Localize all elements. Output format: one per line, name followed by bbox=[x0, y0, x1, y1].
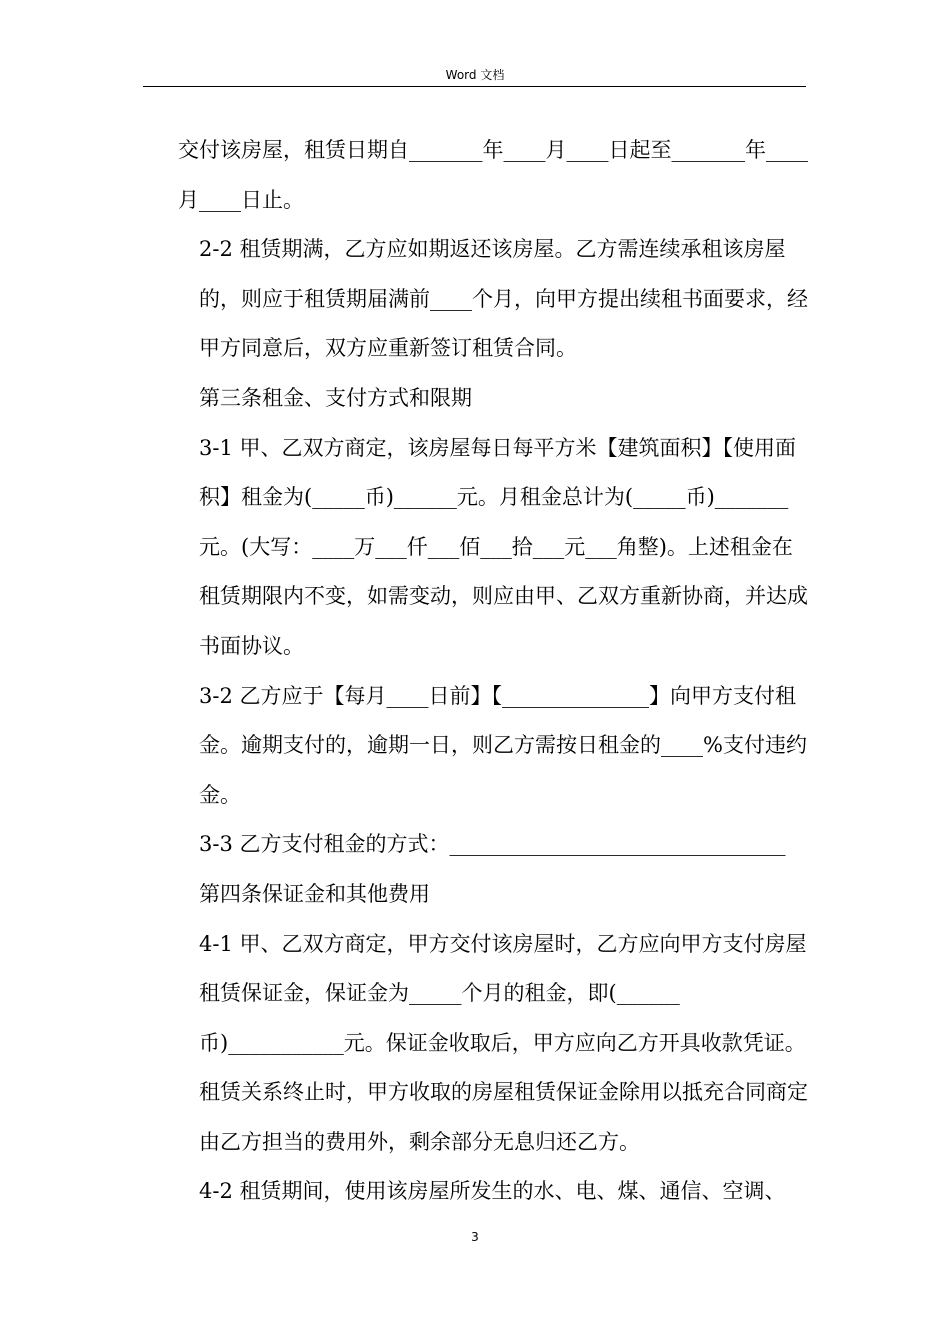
paragraph-3-2: 3-2 乙方应于【每月____日前】【______________】向甲方支付租金。逾期支付的，逾期一日，则乙方需按日租金的____%支付违约金。 bbox=[199, 683, 807, 807]
paragraph-4-2: 4-2 租赁期间，使用该房屋所发生的水、电、煤、通信、空调、 bbox=[199, 1179, 786, 1204]
heading-article-4: 第四条保证金和其他费用 bbox=[199, 881, 430, 906]
page-number: 3 bbox=[471, 1230, 479, 1244]
paragraph-lease-period: 交付该房屋，租赁日期自_______年____月____日起至_______年____月____日止。 bbox=[178, 138, 808, 212]
paragraph-3-1: 3-1 甲、乙双方商定，该房屋每日每平方米【建筑面积】【使用面积】租金为(_____币)______元。月租金总计为(_____币)_______元。(大写：____万___仟___佰___拾___元___角整)。上述租金在租赁期限内不变，如需变动，则应由甲、乙双方重新协商，并达成书面协议。 bbox=[199, 435, 808, 658]
header-divider bbox=[143, 86, 806, 87]
paragraph-2-2: 2-2 租赁期满，乙方应如期返还该房屋。乙方需连续承租该房屋的，则应于租赁期届满前____个月，向甲方提出续租书面要求，经甲方同意后，双方应重新签订租赁合同。 bbox=[199, 237, 808, 361]
paragraph-3-3: 3-3 乙方支付租金的方式：________________________________ bbox=[199, 832, 786, 857]
heading-article-3: 第三条租金、支付方式和限期 bbox=[199, 385, 472, 410]
document-body bbox=[178, 126, 808, 1217]
paragraph-deposit-return: 租赁关系终止时，甲方收取的房屋租赁保证金除用以抵充合同商定由乙方担当的费用外，剩余部分无息归还乙方。 bbox=[199, 1080, 808, 1154]
paragraph-4-1: 4-1 甲、乙双方商定，甲方交付该房屋时，乙方应向甲方支付房屋租赁保证金，保证金为_____个月的租金，即(______币)___________元。保证金收取后，甲方应向乙方开具收款凭证。 bbox=[199, 931, 807, 1055]
page-header-title: Word 文档 bbox=[445, 68, 505, 82]
